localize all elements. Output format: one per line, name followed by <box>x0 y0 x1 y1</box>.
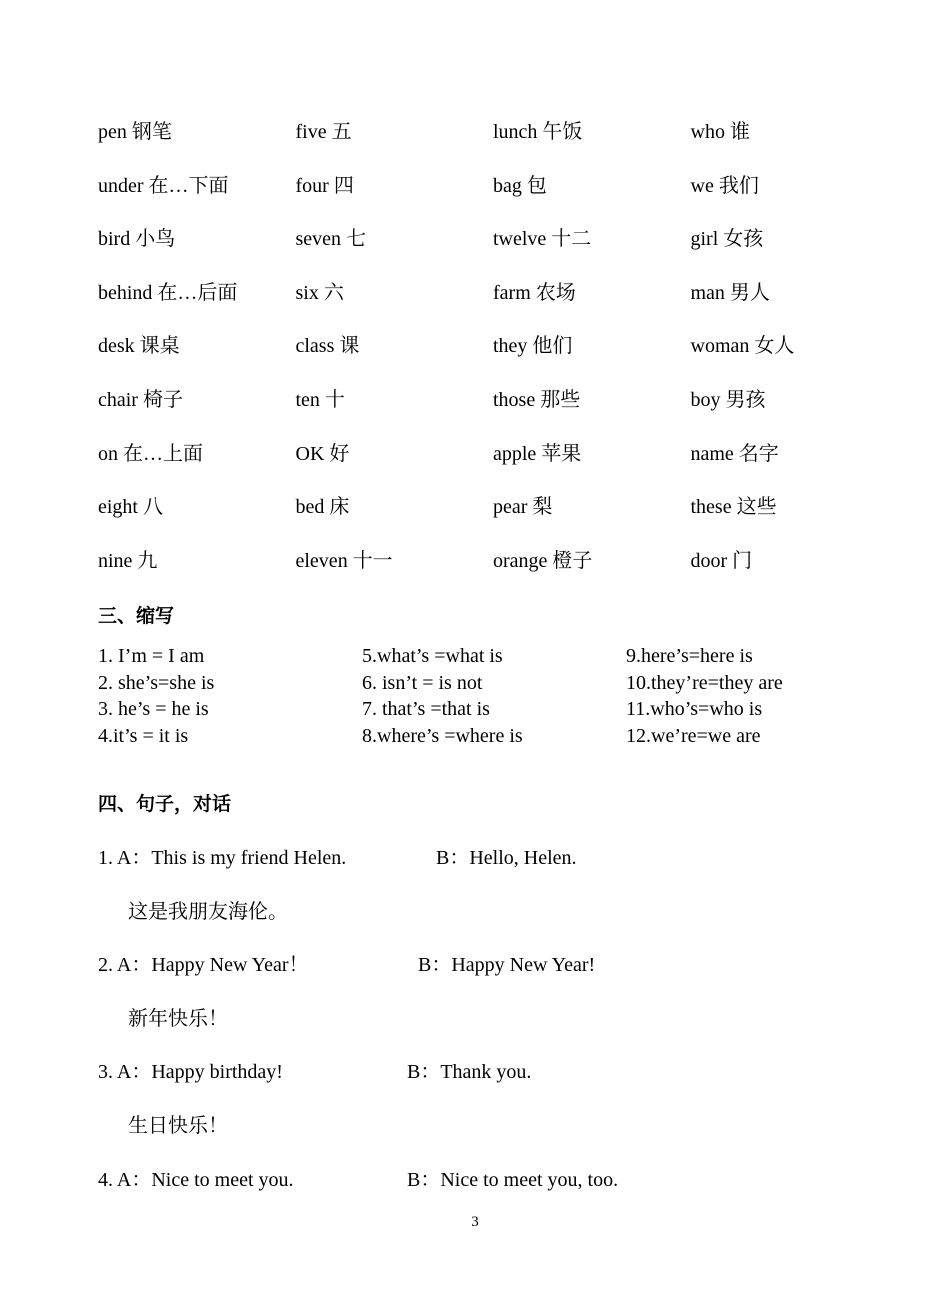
abbreviation-table <box>98 643 898 749</box>
vocab-entry: who 谁 <box>690 121 750 143</box>
abbreviation-entry: 2. she’s=she is <box>98 671 215 694</box>
vocab-entry: bird 小鸟 <box>98 228 176 251</box>
speaker-a-line: 2. A：Happy New Year！ <box>98 954 309 976</box>
vocab-entry: pear 梨 <box>493 496 553 519</box>
vocab-entry: woman 女人 <box>690 335 795 358</box>
vocab-entry: girl 女孩 <box>690 228 764 251</box>
speaker-b-line: B：Nice to meet you, too. <box>407 1169 619 1191</box>
dialogue-line <box>98 843 798 873</box>
speaker-a-line: 4. A：Nice to meet you. <box>98 1169 294 1191</box>
vocab-row <box>98 438 888 492</box>
page-number: 3 <box>471 1214 479 1230</box>
abbreviation-entry: 5.what’s =what is <box>362 645 503 667</box>
vocab-entry: class 课 <box>295 335 360 358</box>
vocab-entry: boy 男孩 <box>690 388 766 411</box>
abbreviation-entry: 9.here’s=here is <box>626 645 753 667</box>
vocab-row <box>98 277 888 331</box>
section-heading-dialogues: 四、句子，对话 <box>98 793 232 815</box>
vocab-entry: name 名字 <box>690 442 779 465</box>
abbreviation-entry: 7. that’s =that is <box>362 698 490 720</box>
vocab-entry: on 在…上面 <box>98 442 203 465</box>
abbreviation-entry: 10.they’re=they are <box>626 671 783 694</box>
vocab-row <box>98 491 888 545</box>
abbreviation-entry: 6. isn’t = is not <box>362 671 483 694</box>
vocab-entry: lunch 午饭 <box>493 121 583 143</box>
vocabulary-table <box>98 116 888 598</box>
dialogue-translation: 新年快乐！ <box>128 1006 228 1030</box>
vocab-entry: eleven 十一 <box>295 549 393 572</box>
section-heading-abbreviations: 三、缩写 <box>98 605 175 627</box>
vocab-row <box>98 330 888 384</box>
dialogue-translation: 生日快乐！ <box>128 1113 228 1137</box>
vocab-entry: desk 课桌 <box>98 335 180 358</box>
vocab-row <box>98 545 888 599</box>
vocab-entry: we 我们 <box>690 174 759 197</box>
abbreviation-row <box>98 723 898 750</box>
vocab-entry: these 这些 <box>690 496 777 519</box>
vocab-entry: OK 好 <box>295 442 350 465</box>
abbreviation-entry: 12.we’re=we are <box>626 724 761 747</box>
vocab-entry: pen 钢笔 <box>98 121 172 143</box>
vocab-entry: apple 苹果 <box>493 442 582 465</box>
vocab-entry: nine 九 <box>98 549 158 572</box>
vocab-entry: chair 椅子 <box>98 388 183 411</box>
vocab-entry: they 他们 <box>493 335 573 358</box>
abbreviation-row <box>98 643 898 670</box>
vocab-entry: farm 农场 <box>493 281 576 304</box>
vocab-entry: five 五 <box>295 121 352 143</box>
vocab-entry: bed 床 <box>295 496 350 519</box>
speaker-b-line: B：Thank you. <box>407 1061 532 1083</box>
vocab-entry: bag 包 <box>493 174 547 197</box>
vocab-row <box>98 116 888 170</box>
vocab-row <box>98 223 888 277</box>
vocab-entry: behind 在…后面 <box>98 281 238 304</box>
abbreviation-entry: 11.who’s=who is <box>626 698 763 720</box>
vocab-entry: seven 七 <box>295 228 367 251</box>
vocab-entry: eight 八 <box>98 496 163 519</box>
vocab-row <box>98 384 888 438</box>
vocab-entry: ten 十 <box>295 388 345 411</box>
abbreviation-row <box>98 696 898 723</box>
vocab-entry: those 那些 <box>493 388 581 411</box>
dialogue-line <box>98 1057 798 1087</box>
abbreviation-row <box>98 670 898 697</box>
abbreviation-entry: 1. I’m = I am <box>98 645 205 667</box>
dialogue-line <box>98 950 798 980</box>
abbreviation-entry: 8.where’s =where is <box>362 724 523 747</box>
vocab-entry: under 在…下面 <box>98 174 229 197</box>
speaker-a-line: 3. A：Happy birthday! <box>98 1061 283 1083</box>
vocab-entry: six 六 <box>295 281 344 304</box>
speaker-a-line: 1. A：This is my friend Helen. <box>98 847 347 869</box>
vocab-entry: twelve 十二 <box>493 228 592 251</box>
dialogue-translation: 这是我朋友海伦。 <box>128 899 288 923</box>
vocab-entry: man 男人 <box>690 281 770 304</box>
abbreviation-entry: 3. he’s = he is <box>98 698 209 720</box>
speaker-b-line: B：Hello, Helen. <box>436 847 577 869</box>
vocab-entry: orange 橙子 <box>493 549 593 572</box>
vocab-entry: door 门 <box>690 549 753 572</box>
vocab-entry: four 四 <box>295 174 354 197</box>
dialogue-line <box>98 1165 798 1195</box>
abbreviation-entry: 4.it’s = it is <box>98 724 189 747</box>
vocab-row <box>98 170 888 224</box>
speaker-b-line: B：Happy New Year! <box>418 954 596 976</box>
